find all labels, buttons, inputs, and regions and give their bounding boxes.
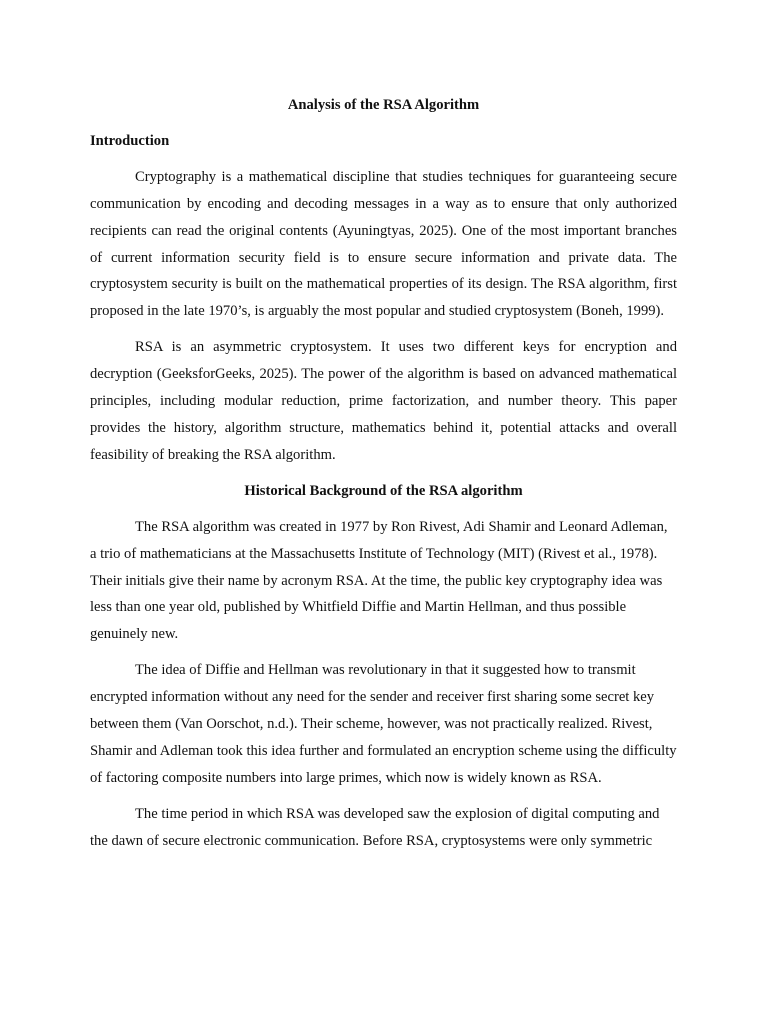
paragraph: The idea of Diffie and Hellman was revolutionary in that it suggested how to transmit encrypted information without any need for the sender and receiver first sharing some secret key between them (Van Oorschot, n.d.). Their scheme, however, was not practically realized. Rivest, Shamir and Adleman took this idea further and formulated an encryption scheme using the difficulty of factoring composite numbers into large primes, which now is widely known as RSA. (90, 662, 677, 786)
section-heading-introduction: Introduction (90, 132, 170, 149)
paragraph: The RSA algorithm was created in 1977 by Ron Rivest, Adi Shamir and Leonard Adleman, a trio of mathematicians at the Massachusetts Institute of Technology (MIT) (Rivest et al., 1978). Their initials give their name by acronym RSA. At the time, the public key cryptography idea was less than one year old, published by Whitfield Diffie and Martin Hellman, and thus possible genuinely new. (90, 518, 668, 643)
paragraph: Cryptography is a mathematical discipline that studies techniques for guaranteeing secure communication by encoding and decoding messages in a way as to ensure that only authorized recipients can read the original contents (Ayuningtyas, 2025). One of the most important branches of current information security field is to ensure secure information and private data. The cryptosystem security is built on the mathematical properties of its design. The RSA algorithm, first proposed in the late 1970’s, is arguably the most popular and studied cryptosystem (Boneh, 1999). (90, 168, 677, 320)
document-body (90, 92, 677, 864)
paragraph: The time period in which RSA was developed saw the explosion of digital computing and the dawn of secure electronic communication. Before RSA, cryptosystems were only symmetric (90, 805, 660, 849)
document-title: Analysis of the RSA Algorithm (287, 97, 480, 113)
paragraph: RSA is an asymmetric cryptosystem. It uses two different keys for encryption and decryption (GeeksforGeeks, 2025). The power of the algorithm is based on advanced mathematical principles, including modular reduction, prime factorization, and number theory. This paper provides the history, algorithm structure, mathematics behind it, potential attacks and overall feasibility of breaking the RSA algorithm. (90, 339, 677, 463)
section-heading-historical-background: Historical Background of the RSA algorithm (244, 482, 523, 499)
